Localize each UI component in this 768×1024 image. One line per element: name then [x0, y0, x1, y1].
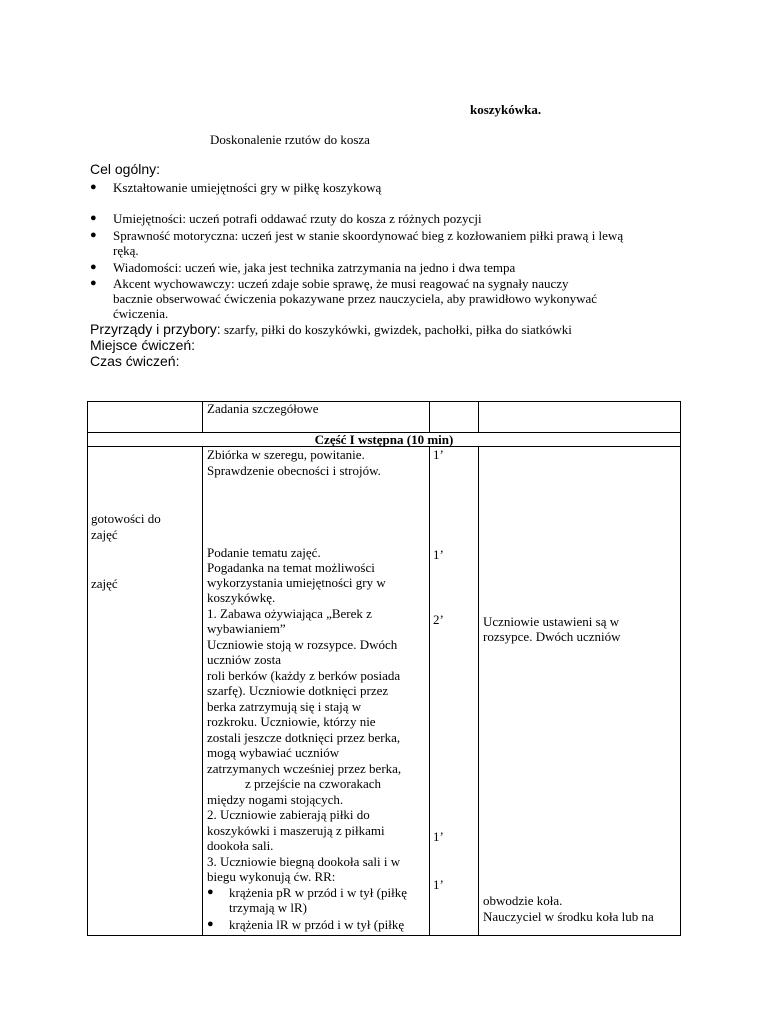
bullet-icon: ● [90, 277, 97, 289]
task-line: roli berków (każdy z berków posiada [207, 668, 401, 683]
time-value: 1’ [433, 547, 444, 562]
table-col-divider [478, 446, 479, 936]
task-line: zatrzymanych wcześniej przez berka, [207, 761, 402, 776]
col1-text: zajęć [91, 527, 118, 542]
objective-educational-line-1: Akcent wychowawczy: uczeń zdaje sobie sprawę, że musi reagować na sygnały nauczy [113, 276, 569, 291]
document-title: koszykówka. [470, 102, 542, 117]
bullet-icon: ● [207, 886, 214, 898]
task-line: z przejście na czworakach [245, 776, 382, 791]
objective-knowledge: Wiadomości: uczeń wie, jaka jest technika zatrzymania na jedno i dwa tempa [113, 260, 516, 275]
goal-label: Cel ogólny: [90, 161, 161, 177]
table-border-top [87, 401, 681, 402]
task-line: rozkroku. Uczniowie, którzy nie [207, 714, 376, 729]
task-line: zostali jeszcze dotknięci przez berka, [207, 730, 401, 745]
task-line: szarfę). Uczniowie dotknięci przez [207, 683, 389, 698]
task-line: berka zatrzymują się i stają w [207, 699, 362, 714]
bullet-icon: ● [90, 229, 97, 241]
bullet-icon: ● [90, 261, 97, 273]
time-value: 1’ [433, 447, 444, 462]
table-header-tasks: Zadania szczegółowe [207, 401, 319, 416]
task-line: koszykówkę. [207, 590, 276, 605]
task-line: Podanie tematu zajęć. [207, 545, 321, 560]
goal-item: Kształtowanie umiejętności gry w piłkę koszykową [113, 180, 382, 195]
time-value: 1’ [433, 877, 444, 892]
task-line: 1. Zabawa ożywiająca „Berek z [207, 606, 372, 621]
col1-text: gotowości do [91, 511, 161, 526]
objective-motor-line-1: Sprawność motoryczna: uczeń jest w stanie skoordynować bieg z kozłowaniem piłki prawą i lewą [113, 228, 624, 243]
task-line: koszykówki i maszerują z piłkami [207, 823, 385, 838]
table-col-divider [478, 401, 479, 433]
task-line: wybawianiem” [207, 621, 286, 636]
objective-skills: Umiejętności: uczeń potrafi oddawać rzuty do kosza z różnych pozycji [113, 211, 482, 226]
task-line: 2. Uczniowie zabierają piłki do [207, 807, 370, 822]
objective-educational-line-2: bacznie obserwować ćwiczenia pokazywane przez nauczyciela, aby prawidłowo wykonywać [113, 291, 598, 306]
section-title: Część I wstępna (10 min) [314, 432, 454, 447]
task-line: biegu wykonują ćw. RR: [207, 869, 336, 884]
task-line: Sprawdzenie obecności i strojów. [207, 463, 381, 478]
time-label: Czas ćwiczeń: [90, 353, 180, 369]
remark-line: rozsypce. Dwóch uczniów [483, 629, 621, 644]
task-line: Uczniowie stoją w rozsypce. Dwóch [207, 637, 398, 652]
task-line: krążenia lR w przód i w tył (piłkę [229, 917, 405, 932]
table-col-divider [202, 446, 203, 936]
table-border-right [680, 401, 681, 936]
equipment-line [90, 322, 572, 337]
place-label: Miejsce ćwiczeń: [90, 337, 196, 353]
table-border-bottom [87, 935, 681, 936]
objective-educational-line-3: ćwiczenia. [113, 306, 169, 321]
bullet-icon: ● [90, 212, 97, 224]
table-col-divider [429, 401, 430, 433]
remark-line: Uczniowie ustawieni są w [483, 614, 620, 629]
bullet-icon: ● [90, 181, 97, 193]
col1-text: zajęć [91, 576, 118, 591]
task-line: Zbiórka w szeregu, powitanie. [207, 447, 365, 462]
time-value: 2’ [433, 612, 444, 627]
remark-line: Nauczyciel w środku koła lub na [483, 909, 654, 924]
table-border-left [87, 401, 88, 936]
task-line: krążenia pR w przód i w tył (piłkę [229, 885, 407, 900]
table-col-divider [202, 401, 203, 433]
table-col-divider [429, 446, 430, 936]
remark-line: obwodzie koła. [483, 893, 563, 908]
task-line: uczniów zosta [207, 652, 282, 667]
task-line: Pogadanka na temat możliwości [207, 560, 375, 575]
equipment-value: szarfy, piłki do koszykówki, gwizdek, pachołki, piłka do siatkówki [220, 322, 572, 337]
task-line: dookoła sali. [207, 838, 274, 853]
time-value: 1’ [433, 829, 444, 844]
task-line: 3. Uczniowie biegną dookoła sali i w [207, 854, 401, 869]
task-line: między nogami stojących. [207, 792, 344, 807]
task-line: mogą wybawiać uczniów [207, 745, 340, 760]
objective-motor-line-2: ręką. [113, 243, 139, 258]
task-line: trzymają w lR) [229, 900, 307, 915]
lesson-topic: Doskonalenie rzutów do kosza [210, 132, 370, 147]
equipment-label: Przyrządy i przybory: [90, 321, 221, 337]
task-line: wykorzystania umiejętności gry w [207, 575, 386, 590]
bullet-icon: ● [207, 918, 214, 930]
